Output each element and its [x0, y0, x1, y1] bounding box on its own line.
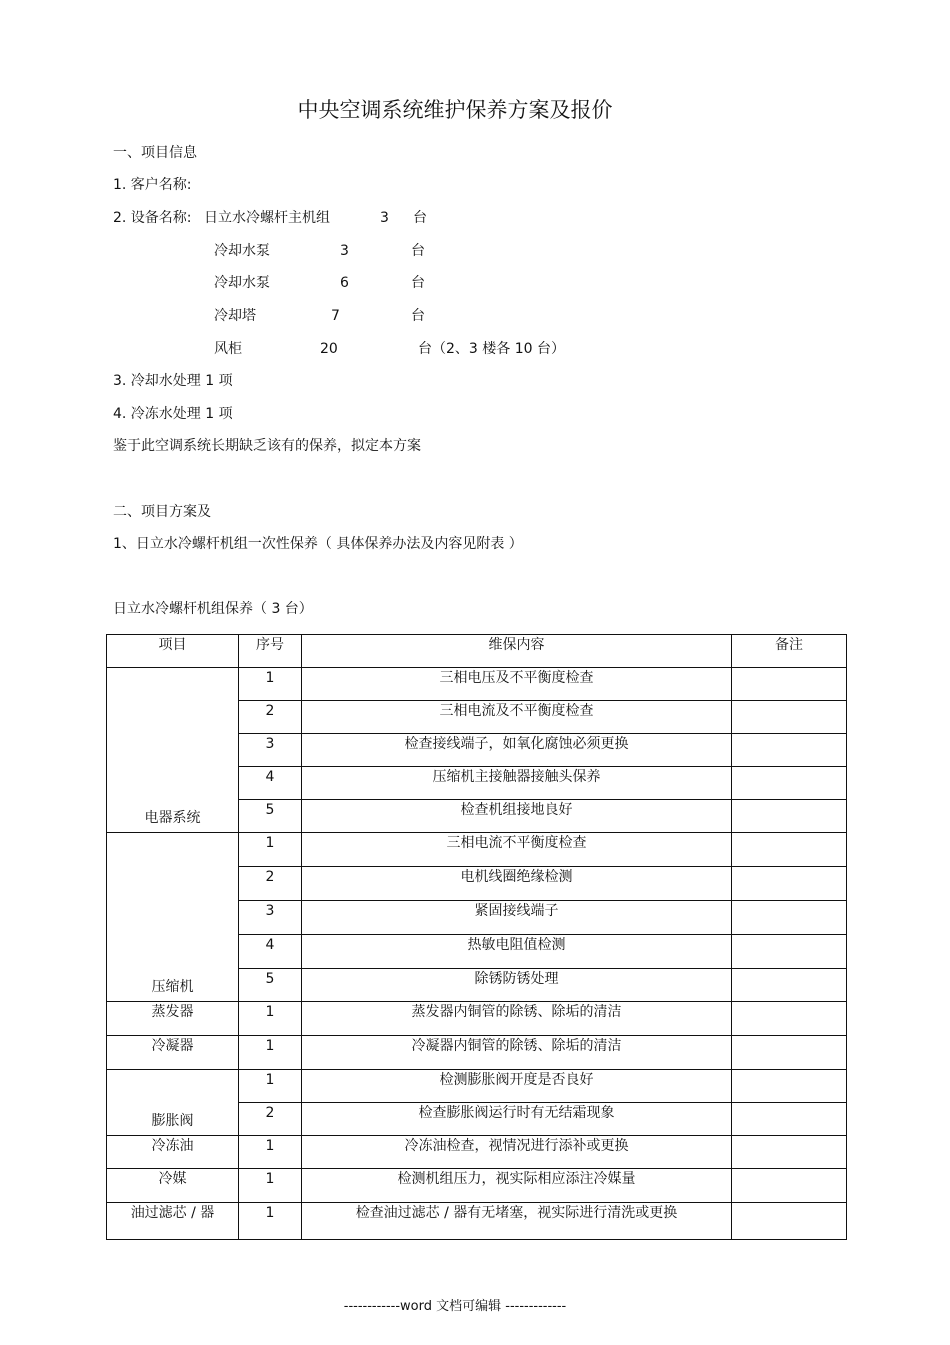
- section2-heading: 二、项目方案及: [113, 504, 211, 520]
- row-content: 冷凝器内铜管的除锈、除垢的清洁: [302, 1036, 732, 1070]
- table-header-row: [107, 635, 847, 668]
- row-number: 2: [239, 867, 302, 901]
- row-number: 2: [239, 701, 302, 734]
- row-remarks: [732, 1103, 847, 1136]
- row-remarks: [732, 767, 847, 800]
- row-remarks: [732, 1036, 847, 1070]
- table-row: [107, 1136, 847, 1169]
- row-number: 1: [239, 1169, 302, 1203]
- row-content: 热敏电阻值检测: [302, 935, 732, 969]
- row-number: 3: [239, 901, 302, 935]
- row-remarks: [732, 969, 847, 1002]
- equipment-name: 风柜: [214, 341, 242, 357]
- row-number: 4: [239, 767, 302, 800]
- equipment-unit: 台: [411, 308, 425, 324]
- equipment-qty: 7: [331, 308, 340, 324]
- row-remarks: [732, 1002, 847, 1036]
- row-content: 蒸发器内铜管的除锈、除垢的清洁: [302, 1002, 732, 1036]
- chilled-water-treatment-item: 4. 冷冻水处理 1 项: [113, 406, 233, 422]
- group-cell: 油过滤芯 / 器: [107, 1203, 239, 1240]
- row-number: 1: [239, 1203, 302, 1240]
- row-remarks: [732, 1136, 847, 1169]
- row-remarks: [732, 867, 847, 901]
- table-row: [107, 1070, 847, 1103]
- cooling-water-treatment-item: 3. 冷却水处理 1 项: [113, 373, 233, 389]
- row-number: 5: [239, 800, 302, 833]
- row-number: 4: [239, 935, 302, 969]
- row-remarks: [732, 1203, 847, 1240]
- group-cell: 冷媒: [107, 1169, 239, 1203]
- equipment-qty: 3: [340, 243, 349, 259]
- row-content: 三相电压及不平衡度检查: [302, 668, 732, 701]
- section1-heading: 一、项目信息: [113, 145, 197, 161]
- row-remarks: [732, 833, 847, 867]
- row-number: 3: [239, 734, 302, 767]
- group-cell: 蒸发器: [107, 1002, 239, 1036]
- equipment-label: 2. 设备名称:: [113, 210, 192, 226]
- equipment-name: 日立水冷螺杆主机组: [204, 210, 330, 226]
- row-number: 1: [239, 833, 302, 867]
- table-row: [107, 1169, 847, 1203]
- row-content: 检测机组压力，视实际相应添注冷媒量: [302, 1169, 732, 1203]
- group-cell: 膨胀阀: [107, 1070, 239, 1136]
- equipment-unit: 台: [413, 210, 427, 226]
- row-number: 1: [239, 668, 302, 701]
- equipment-unit: 台: [411, 243, 425, 259]
- row-content: 检查油过滤芯 / 器有无堵塞，视实际进行清洗或更换: [302, 1203, 732, 1240]
- table-row: [107, 668, 847, 701]
- intro-note: 鉴于此空调系统长期缺乏该有的保养，拟定本方案: [113, 438, 421, 454]
- table-caption: 日立水冷螺杆机组保养（ 3 台）: [113, 601, 313, 617]
- row-content: 检查接线端子，如氧化腐蚀必须更换: [302, 734, 732, 767]
- equipment-unit: 台: [411, 275, 425, 291]
- group-cell: 冷凝器: [107, 1036, 239, 1070]
- section2-item1: 1、日立水冷螺杆机组一次性保养（ 具体保养办法及内容见附表 ）: [113, 536, 523, 552]
- row-content: 检查机组接地良好: [302, 800, 732, 833]
- equipment-qty: 3: [380, 210, 389, 226]
- equipment-qty: 20: [320, 341, 338, 357]
- header-remarks: 备注: [732, 635, 847, 668]
- row-remarks: [732, 734, 847, 767]
- row-content: 冷冻油检查，视情况进行添补或更换: [302, 1136, 732, 1169]
- row-number: 1: [239, 1070, 302, 1103]
- group-cell: 压缩机: [107, 833, 239, 1002]
- header-item: 项目: [107, 635, 239, 668]
- header-number: 序号: [239, 635, 302, 668]
- equipment-name: 冷却水泵: [214, 243, 270, 259]
- row-content: 三相电流不平衡度检查: [302, 833, 732, 867]
- document-title: 中央空调系统维护保养方案及报价: [297, 98, 613, 122]
- row-remarks: [732, 935, 847, 969]
- row-remarks: [732, 800, 847, 833]
- group-cell: 冷冻油: [107, 1136, 239, 1169]
- table-row: [107, 1203, 847, 1240]
- equipment-qty: 6: [340, 275, 349, 291]
- row-remarks: [732, 1169, 847, 1203]
- row-number: 1: [239, 1136, 302, 1169]
- equipment-unit: 台（2、3 楼各 10 台）: [418, 341, 565, 357]
- row-remarks: [732, 1070, 847, 1103]
- equipment-name: 冷却塔: [214, 308, 256, 324]
- row-content: 电机线圈绝缘检测: [302, 867, 732, 901]
- row-content: 三相电流及不平衡度检查: [302, 701, 732, 734]
- customer-name-line: 1. 客户名称:: [113, 177, 192, 193]
- table-row: [107, 1002, 847, 1036]
- row-remarks: [732, 701, 847, 734]
- page-footer: ------------word 文档可编辑 -------------: [343, 1299, 567, 1314]
- row-number: 1: [239, 1036, 302, 1070]
- row-content: 紧固接线端子: [302, 901, 732, 935]
- equipment-name: 冷却水泵: [214, 275, 270, 291]
- row-remarks: [732, 901, 847, 935]
- row-number: 5: [239, 969, 302, 1002]
- group-cell: 电器系统: [107, 668, 239, 833]
- row-number: 2: [239, 1103, 302, 1136]
- header-content: 维保内容: [302, 635, 732, 668]
- row-remarks: [732, 668, 847, 701]
- row-content: 检查膨胀阀运行时有无结霜现象: [302, 1103, 732, 1136]
- table-row: [107, 1036, 847, 1070]
- row-content: 检测膨胀阀开度是否良好: [302, 1070, 732, 1103]
- row-number: 1: [239, 1002, 302, 1036]
- row-content: 压缩机主接触器接触头保养: [302, 767, 732, 800]
- row-content: 除锈防锈处理: [302, 969, 732, 1002]
- table-row: [107, 833, 847, 867]
- maintenance-table: [106, 634, 847, 1240]
